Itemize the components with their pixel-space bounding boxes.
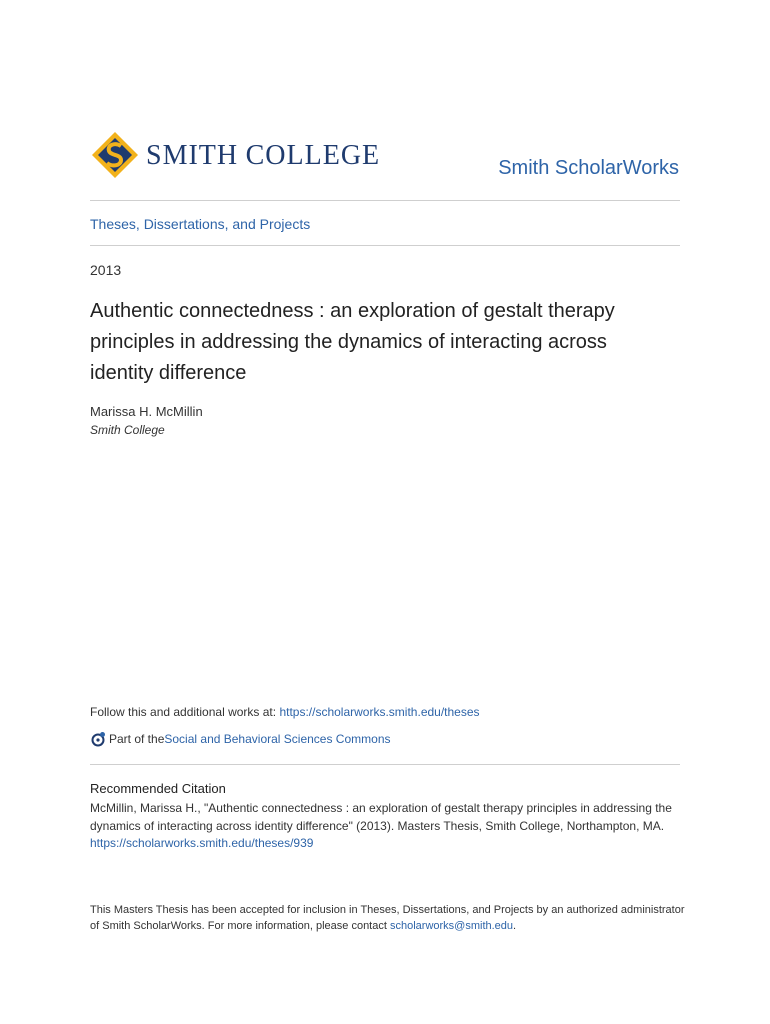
logo-word-1: SMITH	[146, 140, 239, 171]
smith-college-seal-icon	[90, 130, 140, 180]
author-name: Marissa H. McMillin	[90, 404, 203, 419]
logo-wordmark	[146, 140, 380, 172]
citation-block	[90, 800, 690, 853]
acceptance-statement	[90, 903, 690, 934]
repository-link[interactable]: Smith ScholarWorks	[498, 157, 679, 179]
document-title: Authentic connectedness : an exploration of gestalt therapy principles in addressing the dynamics of interacting across identity difference	[90, 300, 615, 384]
divider	[90, 245, 680, 246]
recommended-citation-heading: Recommended Citation	[90, 781, 226, 796]
divider	[90, 764, 680, 765]
part-of-line	[90, 731, 391, 747]
network-commons-icon	[90, 731, 106, 747]
citation-text: McMillin, Marissa H., "Authentic connectedness : an exploration of gestalt therapy principles in addressing the dynamics of interacting across identity difference" (2013). Masters Thesis, Smith College, Northampton, MA.	[90, 801, 672, 833]
follow-label: Follow this and additional works at:	[90, 705, 280, 719]
follow-line	[90, 705, 480, 719]
publication-year: 2013	[90, 262, 122, 278]
collection-link[interactable]: Theses, Dissertations, and Projects	[90, 216, 311, 232]
part-of-label: Part of the	[109, 732, 165, 746]
statement-end: .	[513, 919, 517, 932]
author-affiliation: Smith College	[90, 423, 165, 437]
statement-text: This Masters Thesis has been accepted for inclusion in Theses, Dissertations, and Projects by an authorized administrator of Smith ScholarWorks. For more information, please contact	[90, 904, 685, 932]
citation-url-link[interactable]: https://scholarworks.smith.edu/theses/939	[90, 836, 314, 850]
divider	[90, 200, 680, 201]
commons-link[interactable]: Social and Behavioral Sciences Commons	[164, 732, 391, 746]
theses-url-link[interactable]: https://scholarworks.smith.edu/theses	[279, 705, 480, 719]
logo-word-2: COLLEGE	[245, 140, 381, 171]
contact-email-link[interactable]: scholarworks@smith.edu	[389, 919, 514, 932]
